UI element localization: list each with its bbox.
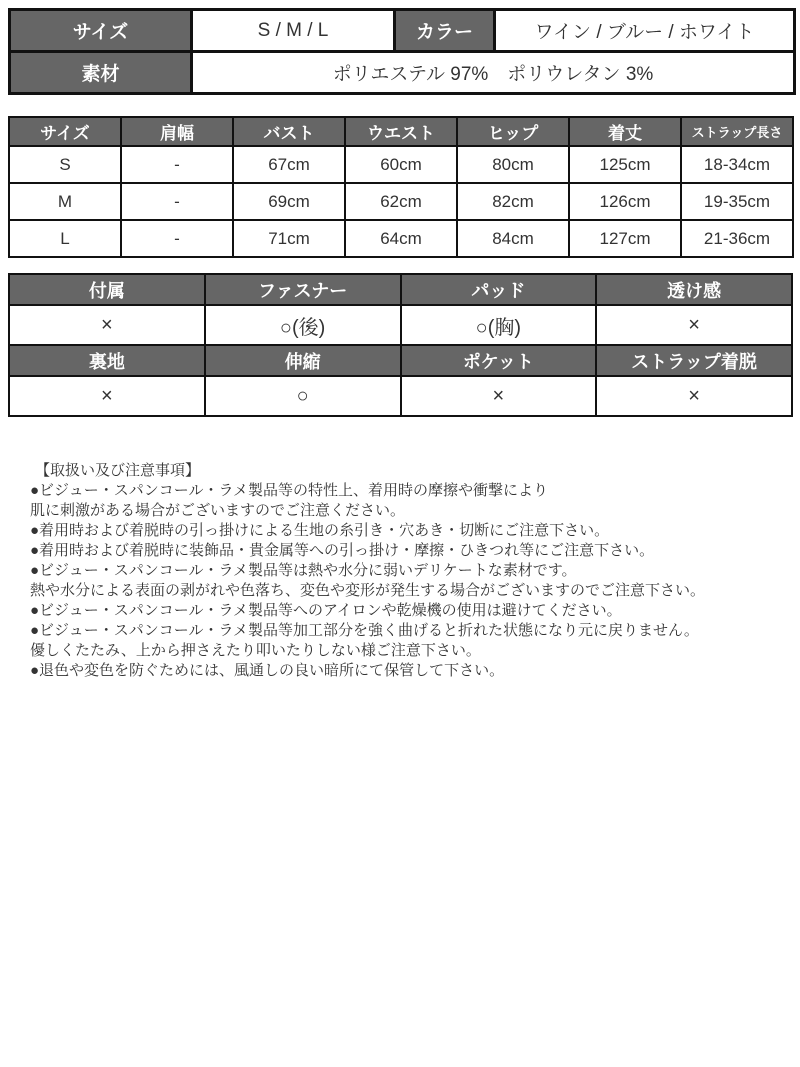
- size-cell: 80cm: [457, 146, 569, 183]
- size-chart-header-row: [9, 117, 793, 146]
- size-cell: M: [9, 183, 121, 220]
- care-note-line: ●ビジュー・スパンコール・ラメ製品等加工部分を強く曲げると折れた状態になり元に戻りません。: [30, 622, 699, 639]
- size-chart-header: 肩幅: [121, 117, 233, 146]
- care-notes: [30, 461, 790, 681]
- spec-size-label: サイズ: [10, 10, 192, 52]
- size-cell: 19-35cm: [681, 183, 793, 220]
- size-cell: 84cm: [457, 220, 569, 257]
- size-cell: -: [121, 183, 233, 220]
- size-chart-header: 着丈: [569, 117, 681, 146]
- size-cell: 64cm: [345, 220, 457, 257]
- feature-value: ○(胸): [401, 305, 597, 345]
- spec-row-material: [10, 52, 795, 94]
- spec-color-label: カラー: [395, 10, 495, 52]
- size-cell: 60cm: [345, 146, 457, 183]
- feature-value: ×: [9, 305, 205, 345]
- size-cell: 21-36cm: [681, 220, 793, 257]
- feature-header: 付属: [9, 274, 205, 305]
- size-cell: 67cm: [233, 146, 345, 183]
- feature-header: パッド: [401, 274, 597, 305]
- size-cell: 127cm: [569, 220, 681, 257]
- size-chart-header: サイズ: [9, 117, 121, 146]
- size-chart-header: ヒップ: [457, 117, 569, 146]
- size-cell: 18-34cm: [681, 146, 793, 183]
- feature-header: 裏地: [9, 345, 205, 376]
- feature-header-row-1: [9, 274, 792, 305]
- feature-table: [8, 273, 793, 417]
- spec-material-value: ポリエステル 97% ポリウレタン 3%: [192, 52, 795, 94]
- spec-size-value: S / M / L: [192, 10, 395, 52]
- feature-header: ストラップ着脱: [596, 345, 792, 376]
- care-note-line: 肌に刺激がある場合がございますのでご注意ください。: [30, 502, 406, 519]
- care-note-line: ●着用時および着脱時の引っ掛けによる生地の糸引き・穴あき・切断にご注意下さい。: [30, 522, 610, 539]
- size-chart-row-m: [9, 183, 793, 220]
- care-note-line: ●退色や変色を防ぐためには、風通しの良い暗所にて保管して下さい。: [30, 662, 505, 679]
- feature-value-row-1: [9, 305, 792, 345]
- feature-header-row-2: [9, 345, 792, 376]
- size-chart-row-l: [9, 220, 793, 257]
- size-cell: 126cm: [569, 183, 681, 220]
- size-cell: -: [121, 220, 233, 257]
- size-cell: 62cm: [345, 183, 457, 220]
- feature-value: ×: [596, 376, 792, 416]
- care-note-line: ●着用時および着脱時に装飾品・貴金属等への引っ掛け・摩擦・ひきつれ等にご注意下さい。: [30, 542, 655, 559]
- size-cell: S: [9, 146, 121, 183]
- feature-value: ○: [205, 376, 401, 416]
- care-note-line: 熱や水分による表面の剥がれや色落ち、変色や変形が発生する場合がございますのでご注意下さい。: [30, 582, 706, 599]
- care-notes-title: 【取扱い及び注意事項】: [35, 462, 201, 479]
- spec-row-size-color: [10, 10, 795, 52]
- size-chart-header: バスト: [233, 117, 345, 146]
- feature-value: ○(後): [205, 305, 401, 345]
- size-cell: 69cm: [233, 183, 345, 220]
- feature-value-row-2: [9, 376, 792, 416]
- size-cell: L: [9, 220, 121, 257]
- size-cell: -: [121, 146, 233, 183]
- size-cell: 125cm: [569, 146, 681, 183]
- size-cell: 71cm: [233, 220, 345, 257]
- feature-value: ×: [401, 376, 597, 416]
- product-spec-table: [8, 8, 796, 95]
- feature-header: 伸縮: [205, 345, 401, 376]
- care-note-line: ●ビジュー・スパンコール・ラメ製品等は熱や水分に弱いデリケートな素材です。: [30, 562, 577, 579]
- spec-color-value: ワイン / ブルー / ホワイト: [495, 10, 795, 52]
- care-note-line: ●ビジュー・スパンコール・ラメ製品等の特性上、着用時の摩擦や衝撃により: [30, 482, 549, 499]
- feature-value: ×: [9, 376, 205, 416]
- size-chart-header: ウエスト: [345, 117, 457, 146]
- size-chart-header: ストラップ長さ: [681, 117, 793, 146]
- spec-material-label: 素材: [10, 52, 192, 94]
- feature-header: ファスナー: [205, 274, 401, 305]
- feature-value: ×: [596, 305, 792, 345]
- feature-header: 透け感: [596, 274, 792, 305]
- feature-header: ポケット: [401, 345, 597, 376]
- size-chart-row-s: [9, 146, 793, 183]
- care-note-line: ●ビジュー・スパンコール・ラメ製品等へのアイロンや乾燥機の使用は避けてください。: [30, 602, 622, 619]
- care-note-line: 優しくたたみ、上から押さえたり叩いたりしない様ご注意下さい。: [30, 642, 481, 659]
- size-chart-table: [8, 116, 794, 258]
- size-cell: 82cm: [457, 183, 569, 220]
